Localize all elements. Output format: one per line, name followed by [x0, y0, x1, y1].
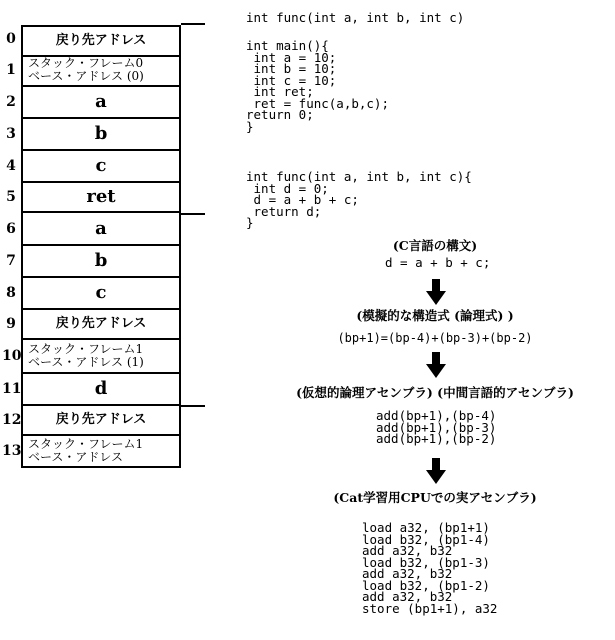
stack-cell-sublabel: ベース・アドレス (1): [28, 355, 144, 369]
stack-cell: [21, 119, 181, 151]
stack-cell-sublabel: ベース・アドレス (0): [28, 69, 144, 83]
stack-index: 8: [6, 285, 16, 301]
frame-separator: [181, 405, 205, 407]
stack-cell: [21, 183, 181, 213]
stack-cell-label: スタック・フレーム1: [28, 437, 144, 451]
stack-cell: [21, 374, 181, 406]
stack-cell: [21, 340, 181, 374]
virtual-asm-title: (仮想的論理アセンブラ) (中間言語的アセンブラ): [296, 385, 574, 400]
stack-cell-label: 戻り先アドレス: [55, 412, 147, 427]
func-code: int func(int a, int b, int c){ int d = 0; d = a + b + c; return d; }: [246, 169, 472, 230]
stack-cell: [21, 213, 181, 246]
stack-cell-label: b: [94, 250, 108, 271]
stack-cell-label: a: [95, 91, 107, 112]
stack-index: 10: [2, 348, 22, 364]
stack-index: 3: [6, 126, 16, 142]
stack-cell-label: a: [95, 217, 107, 239]
prototype-code: int func(int a, int b, int c): [246, 10, 465, 25]
stack-cell: [21, 310, 181, 340]
frame-separator: [181, 23, 205, 25]
c-syntax-title: (C言語の構文): [392, 238, 478, 253]
stack-cell-label: スタック・フレーム0: [28, 56, 144, 70]
stack-cell-label: c: [95, 282, 107, 303]
down-arrow-icon: [426, 279, 446, 305]
virtual-asm-code: add(bp+1),(bp-4) add(bp+1),(bp-3) add(bp+1),(bp-2): [376, 408, 497, 446]
stack-index: 2: [6, 94, 16, 110]
stack-index: 7: [6, 253, 16, 269]
stack-index: 4: [6, 158, 16, 174]
frame-separator: [181, 213, 205, 215]
stack-index: 11: [2, 381, 22, 397]
pseudo-expr: (bp+1)=(bp-4)+(bp-3)+(bp-2): [337, 331, 533, 345]
stack-cell-label: ret: [86, 186, 116, 207]
stack-index: 5: [6, 189, 16, 205]
real-asm-code: load a32, (bp1+1) load b32, (bp1-4) add a32, b32 load b32, (bp1-3) add a32, b32 load b32, (bp1-2) add a32, b32 store (bp1+1), a32: [362, 520, 498, 616]
stack-cell-label: d: [94, 378, 108, 399]
stack-index: 9: [6, 316, 16, 332]
c-syntax-expr: d = a + b + c;: [385, 255, 491, 270]
stack-cell-sublabel: ベース・アドレス: [28, 450, 124, 464]
stack-cell: [21, 406, 181, 436]
main-code: int main(){ int a = 10; int b = 10; int c = 10; int ret; ret = func(a,b,c); return 0; }: [246, 38, 389, 134]
stack-index: 13: [2, 443, 22, 459]
stack-index: 6: [6, 220, 16, 237]
stack-cell-label: b: [94, 123, 108, 144]
stack-cell-label: 戻り先アドレス: [55, 316, 147, 331]
stack-cell-label: スタック・フレーム1: [28, 342, 144, 356]
stack-cell: [21, 151, 181, 183]
stack-cell: [21, 87, 181, 119]
stack-cell: [21, 25, 181, 57]
stack-cell: [21, 278, 181, 310]
stack-cell: [21, 436, 181, 468]
down-arrow-icon: [426, 458, 446, 484]
stack-cell: [21, 55, 181, 87]
stack-cell: [21, 246, 181, 278]
pseudo-title: (模擬的な構造式 (論理式) ): [356, 308, 514, 323]
stack-index: 1: [6, 62, 16, 78]
real-asm-title: (Cat学習用CPUでの実アセンブラ): [333, 490, 537, 505]
stack-cell-label: c: [95, 155, 107, 176]
stack-index: 12: [2, 412, 22, 428]
stack-cell-label: 戻り先アドレス: [55, 33, 147, 48]
down-arrow-icon: [426, 352, 446, 378]
stack-index: 0: [6, 31, 16, 47]
